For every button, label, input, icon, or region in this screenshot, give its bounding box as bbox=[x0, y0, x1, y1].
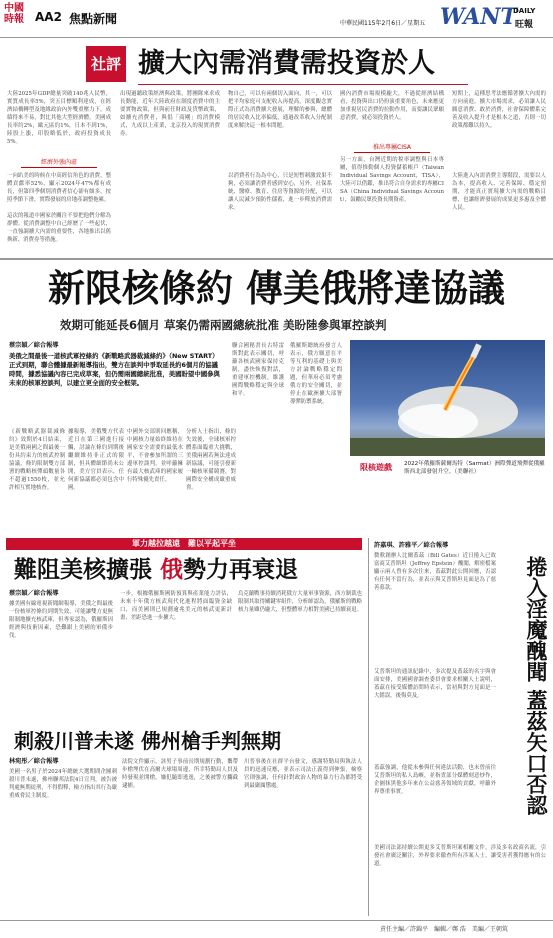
brand-cn: 旺報 bbox=[515, 20, 534, 30]
story4-byline: 許嘉琪、許雅平／綜合報導 bbox=[374, 542, 449, 549]
main-body-2: 據報導，美俄雙方代表近日在第三國進行接觸，討論在條約到期後繼續維持非正式的限制，但具體細節尚未公開，美方官員表示，任何新協議都必須包含中國。 bbox=[68, 429, 124, 491]
editorial-section bbox=[0, 38, 553, 260]
editorial-col-4 bbox=[340, 90, 444, 255]
story4-headline bbox=[500, 556, 548, 856]
main-body-5: 聯合國秘書長古特雷斯對此表示關切，呼籲各核武國家保持克制，盡快恢復對話，重建軍控機制，維護國際戰略穩定與全球和平。 bbox=[232, 343, 284, 397]
section-band bbox=[6, 538, 362, 550]
editorial-para-4: 物自己，可以有兩個切入面向，其一，可以把平均家庭可支配收入再提高，深度觀念實際正式為消費擴大發展，理解的參與，總體的居民收入比率偏低，通過改革收入分配制度來解決這一根本問題。 bbox=[228, 91, 332, 129]
footer-credits: 責任主編／許錦平 編輯／鄭 浩 美編／王朝筑 bbox=[380, 926, 508, 933]
story4-divider bbox=[368, 538, 369, 916]
story3-body-2: 法院文件顯示，該男子事前長期規劃行動，攜帶步槍埋伏在高爾夫球場周邊，所幸特勤局人員及時發現並開槍，嫌犯隨即逃逸，之後被警方攔截逮捕。 bbox=[122, 759, 238, 789]
story2-byline: 蔡宗穎／綜合報導 bbox=[9, 590, 59, 597]
logo-top: 中國 bbox=[4, 3, 24, 14]
main-body-4: 分析人士指出，條約失效後，全球核軍控體系面臨重大挑戰，美俄兩國若無法達成新協議，可能引發新一輪核軍備競賽，對國際安全構成嚴重威脅。 bbox=[186, 429, 236, 491]
footer-rule bbox=[0, 920, 553, 921]
editorial-subhead-1: 經濟外強內虛 bbox=[21, 158, 97, 168]
brand bbox=[440, 2, 550, 34]
editorial-lead: 大陸2025年GDP總量突破140兆人民幣，實質成長率5%，突五目標順利達成，在經濟結構轉型及地緣政治內外雙重壓力下，成績得來不易，對比其他大型經濟體，美國成長率約2%，歐元區約1%，日本不到1%，陸股上漲，印股略低於，政府投資成長5%。 bbox=[7, 91, 111, 145]
issue-date: 中華民國115年2月6日／星期五 bbox=[340, 20, 426, 27]
editorial-para-6: 另一方面，台灣近期的稅率調整與日本專屬，值得推動個人投資儲蓄帳戶（Taiwan Individual Savings Account，TISA），大陸可以借鑑，推出符合自身需求的專屬CISA（China Individual Savings Account），鼓勵民眾投資長期資產。 bbox=[340, 157, 444, 203]
story4-body-1: 微軟創辦人比爾蓋茲（Bill Gates）近日捲入已故富商艾普斯坦（Jeffrey Epstein）醜聞，解密檔案顯示兩人曾有多次往來，蓋茲對此公開回應，否認有任何不當行為，並表示與艾普斯坦見面是為了慈善募款。 bbox=[374, 553, 496, 591]
logo bbox=[4, 3, 30, 25]
editorial-badge: 社評 bbox=[86, 46, 126, 82]
editorial-col-3 bbox=[228, 90, 332, 255]
editorial-col-5 bbox=[452, 90, 546, 255]
photo-tag: 限核遊戲 bbox=[360, 463, 392, 472]
brand-daily: DAILY bbox=[513, 7, 536, 15]
editorial-para-8: 國內消費市場規模龐大，不過從經濟結構看，投資與出口仍扮演重要角色，未來應更加重視居民消費的拉動作用，而要讓民眾願意消費，就必須投資於人。 bbox=[340, 91, 444, 121]
story4-body-2: 艾普斯坦的通訊紀錄中，多次提及蓋茲的名字與會面安排，美國國會調查委員會要求相關人士說明，蓋茲在接受媒體訪問時表示，當初與對方見面是一大錯誤，後悔莫及。 bbox=[374, 669, 496, 699]
main-body-1: 《新戰略武器裁減條約》效期於4日結束，是美俄兩國之間最後一份具約束力的核武控制協議，條約限制雙方部署的戰略核彈頭數量各不超過1550枚，並允許相互實地核查。 bbox=[9, 429, 65, 491]
logo-bottom: 時報 bbox=[4, 14, 24, 25]
story4-headline-b: 蓋茲矢口否認 bbox=[524, 689, 549, 816]
story4-body-4: 美國司法部持續公開更多艾普斯坦案相關文件，涉及多名政商名流，引發社會廣泛關注，外界要求徹查所有涉案人士，讓受害者獲得應有的公道。 bbox=[374, 845, 546, 867]
missile-launch-illustration bbox=[350, 340, 545, 456]
missile-photo bbox=[350, 340, 545, 456]
editorial-rule bbox=[138, 84, 468, 85]
editorial-para-2: 這次的報道中國家於關注不要把他們分解為群體。從消費調整中自己經歷了一些起伏，一直強調擴大內需的重要性，各地推出以舊換新、消費券等措施。 bbox=[7, 213, 111, 243]
brand-big: WANT bbox=[440, 4, 517, 30]
main-headline: 新限核條約 傳美俄將達協議 bbox=[48, 266, 505, 310]
story2-body-1: 據美國有線電視新聞網報導，美俄之間最後一份核軍控條約到期失效，可能讓雙方更無限制地擴充核武庫，但專家認為，俄羅斯因經濟與技術因素，恐難跟上美國的軍備步伐。 bbox=[9, 601, 113, 639]
main-subhead: 效期可能延長6個月 草案仍需兩國總統批准 美盼陸參與軍控談判 bbox=[60, 318, 387, 332]
main-lead: 美俄之間最後一道核武軍控條約《新戰略武器裁減條約》（New START）正式到期，聯合體據最新報導指出，雙方在談判中爭取延長約6個月的協議時間，據悉協議內容已完成草案，但仍需兩國總統批准，美國盼望中國參與未來的核軍控談判，以建立更全面的安全框架。 bbox=[9, 352, 220, 387]
story3-headline: 刺殺川普未遂 佛州槍手判無期 bbox=[14, 729, 281, 753]
page-number: AA2 bbox=[35, 10, 62, 24]
section-band-label: 軍力越拉越遠 難以平起平坐 bbox=[132, 539, 236, 548]
story3-body-1: 美國一名男子於2024年總統大選期間企圖刺殺川普未遂，佛州聯邦法院4日宣判，被告被判處無期徒刑，不得假釋，檢方指出其行為嚴重威脅民主制度。 bbox=[9, 769, 117, 799]
story4-headline-a: 捲入淫魔醜聞 bbox=[524, 556, 549, 682]
masthead bbox=[0, 0, 553, 38]
editorial-subhead-2: 推出專屬CISA bbox=[354, 143, 430, 153]
story3-body-3: 川普事後在社群平台發文，感謝特勤局與執法人員的迅速反應，並表示司法正義得到伸張，檢察官則強調，任何針對政治人物的暴力行為都將受到最嚴厲懲處。 bbox=[244, 759, 362, 789]
main-body-3: 中國外交部則回應稱，中國核力量始終維持在國家安全需要的最低水平，不會參加所謂的三邊軍控談判，並呼籲擁有最大核武庫的國家履行特殊優先責任。 bbox=[127, 429, 183, 483]
editorial-col-1 bbox=[7, 90, 111, 255]
photo-caption: 2022年俄羅斯薩爾馬特（Sarmat）洲際彈道飛彈從俄羅斯西北部發射升空。（美聯社） bbox=[404, 461, 545, 475]
editorial-para-3: 出現過聽政策經濟與政策，將團隊來求成長動能，近年大陸政府在制度消費中的主要實物政策，但與前任財政及貨幣政策，如擴充消費者，與倡「商剛」的消費模式，九成以上產業，北京投入的現實消費券。 bbox=[120, 91, 220, 137]
editorial-headline: 擴大內需消費需投資於人 bbox=[138, 48, 435, 79]
section-title: 焦點新聞 bbox=[69, 12, 118, 26]
editorial-para-7: 短期上，這種思考法應循著擴大內需的方向前進，擴大市場需求，必須讓人民願意消費、敢於消費，社會保障體系完善及收入提升才是根本之道，否則一切政策都難以持久。 bbox=[452, 91, 546, 129]
main-body-6: 俄羅斯總統府發言人表示，俄方願意在平等互利的基礎上與美方討論戰略穩定問題，但華府必須考慮俄方的安全關切，並停止在歐洲擴大部署導彈防禦系統。 bbox=[290, 343, 342, 405]
story2-headline-a: 難阻美核擴張 bbox=[14, 556, 161, 583]
story2-body-2: 一步，根據俄羅斯國防預算與產業能力評估，未來十年俄方核武現代化進程將面臨資金缺口，而美國則已規劃逾兆美元的核武更新計畫，差距恐進一步擴大。 bbox=[120, 591, 232, 621]
story2-body-3: 烏克蘭戰事持續消耗俄方大量軍事資源，西方制裁也限制其取得關鍵零組件，分析師認為，俄羅斯的戰略核力量雖仍龐大，但整體軍力相對美國已持續衰退。 bbox=[238, 591, 362, 613]
editorial-para-9: 大陸進入內需消費主導階段，需要以人為本，提高收入、完善保障、穩定預期，才能真正實現擴大內需的戰略目標，也讓經濟發展的成果更多惠及全體人民。 bbox=[452, 173, 546, 211]
editorial-para-5: 以消費者行為為中心，只是短暫刺激效果不夠，必須讓消費者感到安心，另外，社保系統、醫療、教育、住房等資源的分配，可以讓人民減少預防性儲蓄，進一步釋放消費需求。 bbox=[228, 173, 332, 211]
main-byline: 蔡宗穎／綜合報導 bbox=[9, 342, 59, 349]
story2-headline bbox=[14, 556, 298, 584]
editorial-para-1: 一向趴美的時候在中高經信角色的消費，整體貢獻率52%，顯示2024年47%都有成長，但第四季個別消費者信心卻有頗多，按照季節下滑，實際發展的房地產調整拖累。 bbox=[7, 173, 111, 203]
story3-byline: 林宛彤／綜合報導 bbox=[9, 758, 59, 765]
story2-headline-b: 俄 bbox=[160, 556, 184, 583]
story4-body-3: 蓋茲強調，他從未參與任何違法活動，也未曾前往艾普斯坦的私人島嶼，並指責部分媒體刻意炒作，企圖抹黑他多年來在公益慈善領域的貢獻，呼籲外界尊重事實。 bbox=[374, 765, 496, 795]
story2-headline-c: 勢力再衰退 bbox=[183, 556, 299, 583]
